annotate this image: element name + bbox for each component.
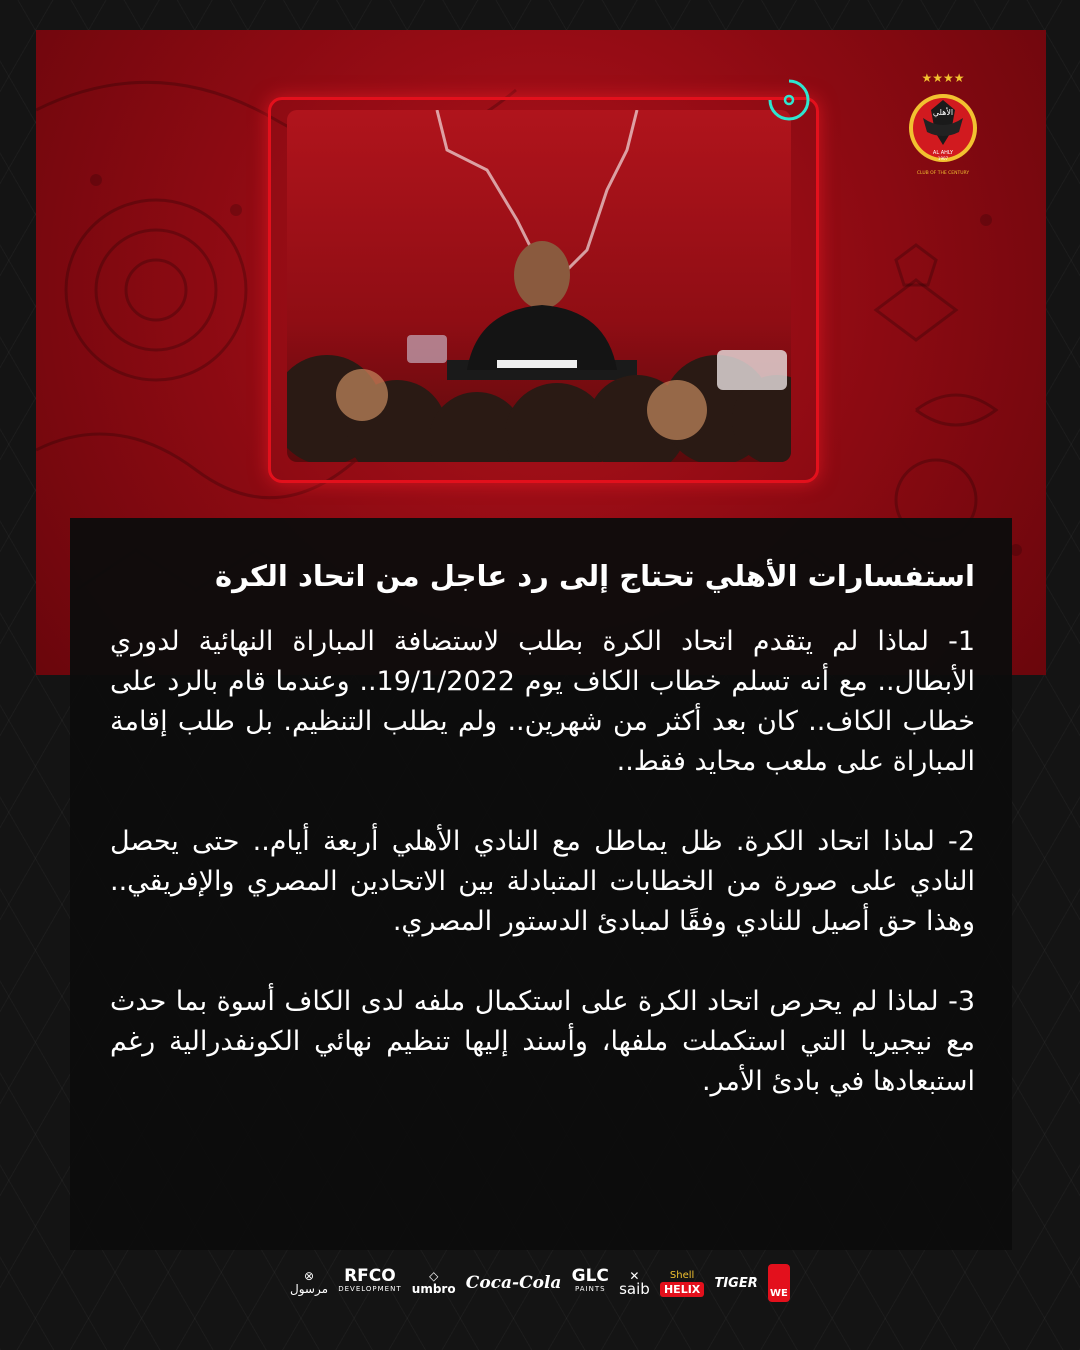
sponsor-rfco: RFCO DEVELOPMENT <box>338 1266 402 1293</box>
sponsor-cocacola: Coca-Cola <box>465 1272 562 1293</box>
logo-motto: CLUB OF THE CENTURY <box>916 171 970 176</box>
sponsor-saib: ✕ saib <box>619 1269 650 1298</box>
logo-name: AL AHLY <box>932 150 954 156</box>
sponsor-umbro: ◇ umbro <box>411 1269 456 1296</box>
logo-year: 1907 <box>937 156 949 161</box>
sponsor-shell-helix: Shell HELIX <box>660 1269 704 1297</box>
sponsor-bar <box>290 1258 790 1308</box>
sponsor-morsool: ⊗ مرسول <box>290 1269 329 1296</box>
saib-icon: ✕ <box>629 1269 640 1283</box>
headline: استفسارات الأهلي تحتاج إلى رد عاجل من اتحاد الكرة <box>215 559 975 593</box>
morsool-icon: ⊗ <box>303 1269 315 1283</box>
target-icon <box>766 77 812 123</box>
sponsor-tiger: TIGER <box>714 1275 758 1291</box>
logo-stars: ★★★★ <box>921 71 965 85</box>
paragraph-1: 1- لماذا لم يتقدم اتحاد الكرة بطلب لاستضافة المباراة النهائية لدوري الأبطال.. مع أنه تسلم خطاب الكاف يوم 19/1/2022.. وعندما قام بالرد على خطاب الكاف.. كان بعد أكثر من شهرين.. ولم يطلب التنظيم. بل طلب إقامة المباراة على ملعب محايد فقط.. <box>110 626 975 777</box>
logo-arabic: الأهلي <box>932 108 954 117</box>
sponsor-glc: GLC PAINTS <box>571 1266 609 1293</box>
al-ahly-logo <box>903 70 983 185</box>
body-text <box>110 622 975 1142</box>
paragraph-2: 2- لماذا اتحاد الكرة. ظل يماطل مع النادي الأهلي أربعة أيام.. حتى يحصل النادي على صورة من الخطابات المتبادلة بين الاتحادين المصري والإفريقي.. وهذا حق أصيل للنادي وفقًا لمبادئ الدستور المصري. <box>110 826 975 937</box>
sponsor-we: WE <box>768 1264 790 1302</box>
umbro-diamond-icon: ◇ <box>429 1269 439 1283</box>
press-conference-photo <box>287 110 791 462</box>
paragraph-3: 3- لماذا لم يحرص اتحاد الكرة على استكمال ملفه لدى الكاف أسوة بما حدث مع نيجيريا التي استكملت ملفها، وأسند إليها تنظيم نهائي الكونفدرالية رغم استبعادها في بادئ الأمر. <box>110 986 975 1097</box>
